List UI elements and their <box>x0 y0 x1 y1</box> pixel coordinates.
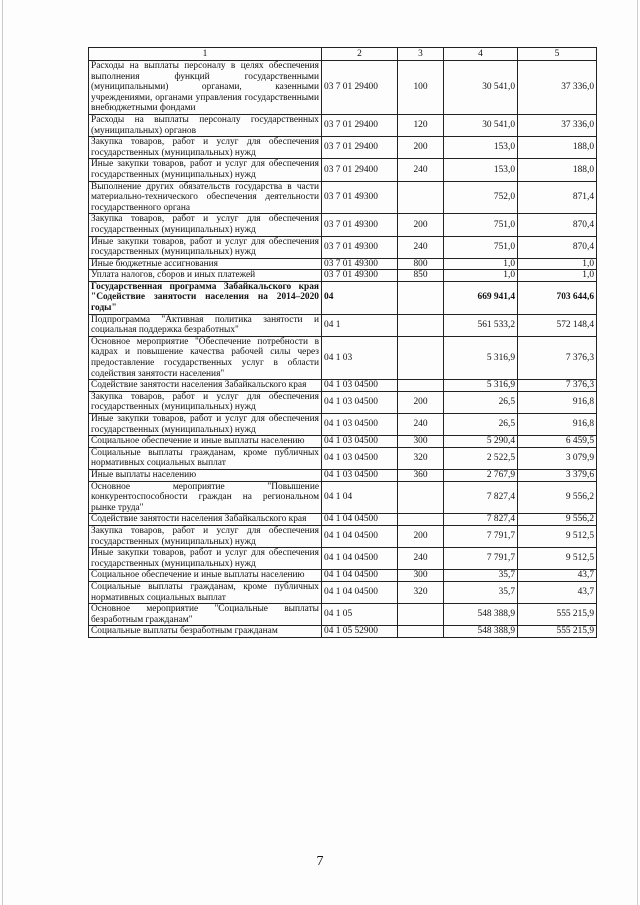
row-amount-2019-cell: 669 941,4 <box>444 281 518 314</box>
row-amount-2019-cell: 2 767,9 <box>444 469 518 481</box>
row-code-cell: 03 7 01 49300 <box>322 236 398 258</box>
row-code-cell: 04 1 03 <box>322 336 398 379</box>
row-amount-2020-cell: 9 556,2 <box>518 481 597 514</box>
row-amount-2020-cell: 43,7 <box>518 581 597 603</box>
row-expense-type-cell: 240 <box>398 414 444 436</box>
table-row <box>89 604 597 626</box>
budget-table <box>88 47 597 638</box>
row-name-cell: Основное мероприятие "Повышение конкурентоспособности граждан на региональном рынке труда" <box>89 481 322 514</box>
row-amount-2020-cell: 188,0 <box>518 137 597 159</box>
row-amount-2019-cell: 1,0 <box>444 258 518 270</box>
row-amount-2019-cell: 548 388,9 <box>444 626 518 638</box>
table-row <box>89 236 597 258</box>
table-row <box>89 137 597 159</box>
row-amount-2020-cell: 3 379,6 <box>518 469 597 481</box>
row-code-cell: 04 1 03 04500 <box>322 469 398 481</box>
row-amount-2019-cell: 30 541,0 <box>444 61 518 115</box>
row-expense-type-cell <box>398 481 444 514</box>
table-row <box>89 626 597 638</box>
row-amount-2019-cell: 548 388,9 <box>444 604 518 626</box>
table-row <box>89 380 597 392</box>
table-row <box>89 447 597 469</box>
row-name-cell: Иные закупки товаров, работ и услуг для обеспечения государственных (муниципальных) нужд <box>89 414 322 436</box>
row-amount-2020-cell: 1,0 <box>518 258 597 270</box>
row-amount-2019-cell: 26,5 <box>444 391 518 413</box>
row-code-cell: 03 7 01 49300 <box>322 181 398 214</box>
table-row <box>89 469 597 481</box>
row-code-cell: 03 7 01 29400 <box>322 159 398 181</box>
row-code-cell: 04 1 03 04500 <box>322 414 398 436</box>
row-code-cell: 03 7 01 29400 <box>322 61 398 115</box>
row-name-cell: Социальное обеспечение и иные выплаты населению <box>89 570 322 582</box>
row-name-cell: Уплата налогов, сборов и иных платежей <box>89 270 322 282</box>
table-row <box>89 214 597 236</box>
row-expense-type-cell <box>398 336 444 379</box>
scan-edge-right <box>637 0 638 905</box>
row-expense-type-cell <box>398 281 444 314</box>
table-row <box>89 181 597 214</box>
row-expense-type-cell <box>398 626 444 638</box>
row-amount-2019-cell: 2 522,5 <box>444 447 518 469</box>
table-row <box>89 514 597 526</box>
row-amount-2020-cell: 9 512,5 <box>518 525 597 547</box>
row-name-cell: Основное мероприятие "Обеспечение потребности в кадрах и повышение качества рабочей силы через предоставление государственных услуг в области содействия занятости населения" <box>89 336 322 379</box>
row-name-cell: Иные закупки товаров, работ и услуг для обеспечения государственных (муниципальных) нужд <box>89 548 322 570</box>
row-amount-2019-cell: 751,0 <box>444 236 518 258</box>
row-amount-2019-cell: 153,0 <box>444 137 518 159</box>
row-code-cell: 04 1 03 04500 <box>322 436 398 448</box>
table-row <box>89 414 597 436</box>
row-name-cell: Содействие занятости населения Забайкальского края <box>89 514 322 526</box>
row-amount-2020-cell: 37 336,0 <box>518 114 597 136</box>
row-name-cell: Содействие занятости населения Забайкальского края <box>89 380 322 392</box>
table-row <box>89 270 597 282</box>
row-code-cell: 04 <box>322 281 398 314</box>
row-expense-type-cell: 200 <box>398 391 444 413</box>
table-row <box>89 314 597 336</box>
row-amount-2020-cell: 870,4 <box>518 236 597 258</box>
row-amount-2020-cell: 870,4 <box>518 214 597 236</box>
row-amount-2019-cell: 561 533,2 <box>444 314 518 336</box>
row-name-cell: Выполнение других обязательств государства в части материально-технического обеспечения деятельности государственного органа <box>89 181 322 214</box>
table-row <box>89 481 597 514</box>
row-expense-type-cell: 200 <box>398 214 444 236</box>
table-row <box>89 570 597 582</box>
row-expense-type-cell: 240 <box>398 236 444 258</box>
row-expense-type-cell <box>398 604 444 626</box>
column-number-1: 1 <box>89 48 322 61</box>
row-code-cell: 04 1 <box>322 314 398 336</box>
row-name-cell: Социальное обеспечение и иные выплаты населению <box>89 436 322 448</box>
row-expense-type-cell <box>398 514 444 526</box>
row-amount-2020-cell: 9 556,2 <box>518 514 597 526</box>
row-expense-type-cell <box>398 314 444 336</box>
row-amount-2020-cell: 916,8 <box>518 414 597 436</box>
row-expense-type-cell <box>398 181 444 214</box>
row-amount-2019-cell: 35,7 <box>444 581 518 603</box>
page-number: 7 <box>316 854 324 869</box>
row-amount-2019-cell: 35,7 <box>444 570 518 582</box>
row-amount-2019-cell: 7 827,4 <box>444 481 518 514</box>
row-amount-2019-cell: 7 791,7 <box>444 525 518 547</box>
row-amount-2019-cell: 5 316,9 <box>444 380 518 392</box>
row-amount-2020-cell: 703 644,6 <box>518 281 597 314</box>
row-expense-type-cell: 240 <box>398 548 444 570</box>
row-code-cell: 04 1 04 04500 <box>322 548 398 570</box>
table-row <box>89 548 597 570</box>
row-amount-2020-cell: 555 215,9 <box>518 626 597 638</box>
row-amount-2019-cell: 7 791,7 <box>444 548 518 570</box>
row-amount-2020-cell: 555 215,9 <box>518 604 597 626</box>
row-expense-type-cell: 200 <box>398 525 444 547</box>
row-expense-type-cell: 100 <box>398 61 444 115</box>
row-expense-type-cell: 320 <box>398 581 444 603</box>
table-row <box>89 61 597 115</box>
row-amount-2019-cell: 26,5 <box>444 414 518 436</box>
row-code-cell: 04 1 05 52900 <box>322 626 398 638</box>
row-code-cell: 03 7 01 49300 <box>322 214 398 236</box>
row-amount-2020-cell: 572 148,4 <box>518 314 597 336</box>
row-code-cell: 04 1 04 04500 <box>322 581 398 603</box>
row-name-cell: Закупка товаров, работ и услуг для обеспечения государственных (муниципальных) нужд <box>89 137 322 159</box>
row-amount-2020-cell: 9 512,5 <box>518 548 597 570</box>
row-name-cell: Расходы на выплаты персоналу государственных (муниципальных) органов <box>89 114 322 136</box>
row-name-cell: Закупка товаров, работ и услуг для обеспечения государственных (муниципальных) нужд <box>89 214 322 236</box>
row-amount-2020-cell: 916,8 <box>518 391 597 413</box>
row-amount-2020-cell: 1,0 <box>518 270 597 282</box>
table-row <box>89 159 597 181</box>
row-expense-type-cell: 300 <box>398 570 444 582</box>
row-amount-2020-cell: 6 459,5 <box>518 436 597 448</box>
row-name-cell: Иные закупки товаров, работ и услуг для обеспечения государственных (муниципальных) нужд <box>89 236 322 258</box>
row-expense-type-cell: 850 <box>398 270 444 282</box>
table-row <box>89 436 597 448</box>
row-code-cell: 04 1 04 04500 <box>322 570 398 582</box>
row-name-cell: Социальные выплаты гражданам, кроме публичных нормативных социальных выплат <box>89 581 322 603</box>
row-name-cell: Государственная программа Забайкальского края "Содействие занятости населения на 2014–2020 годы" <box>89 281 322 314</box>
column-number-2: 2 <box>322 48 398 61</box>
row-name-cell: Иные выплаты населению <box>89 469 322 481</box>
column-number-3: 3 <box>398 48 444 61</box>
row-amount-2019-cell: 7 827,4 <box>444 514 518 526</box>
row-code-cell: 03 7 01 49300 <box>322 258 398 270</box>
column-number-4: 4 <box>444 48 518 61</box>
scan-edge-left <box>2 0 3 905</box>
row-code-cell: 04 1 04 04500 <box>322 525 398 547</box>
row-code-cell: 04 1 05 <box>322 604 398 626</box>
row-name-cell: Социальные выплаты гражданам, кроме публичных нормативных социальных выплат <box>89 447 322 469</box>
row-code-cell: 04 1 04 <box>322 481 398 514</box>
row-expense-type-cell: 120 <box>398 114 444 136</box>
table-row <box>89 281 597 314</box>
row-name-cell: Закупка товаров, работ и услуг для обеспечения государственных (муниципальных) нужд <box>89 525 322 547</box>
column-number-5: 5 <box>518 48 597 61</box>
row-name-cell: Социальные выплаты безработным гражданам <box>89 626 322 638</box>
row-amount-2019-cell: 1,0 <box>444 270 518 282</box>
row-amount-2020-cell: 37 336,0 <box>518 61 597 115</box>
row-name-cell: Иные закупки товаров, работ и услуг для обеспечения государственных (муниципальных) нужд <box>89 159 322 181</box>
row-amount-2020-cell: 871,4 <box>518 181 597 214</box>
row-code-cell: 03 7 01 49300 <box>322 270 398 282</box>
row-amount-2019-cell: 5 290,4 <box>444 436 518 448</box>
row-code-cell: 03 7 01 29400 <box>322 137 398 159</box>
row-expense-type-cell: 300 <box>398 436 444 448</box>
table-row <box>89 525 597 547</box>
table-header-row <box>89 48 597 61</box>
row-code-cell: 04 1 03 04500 <box>322 380 398 392</box>
row-name-cell: Иные бюджетные ассигнования <box>89 258 322 270</box>
row-expense-type-cell <box>398 380 444 392</box>
row-amount-2020-cell: 188,0 <box>518 159 597 181</box>
row-amount-2020-cell: 7 376,3 <box>518 336 597 379</box>
row-amount-2019-cell: 5 316,9 <box>444 336 518 379</box>
row-expense-type-cell: 200 <box>398 137 444 159</box>
row-code-cell: 04 1 04 04500 <box>322 514 398 526</box>
row-expense-type-cell: 320 <box>398 447 444 469</box>
row-amount-2020-cell: 3 079,9 <box>518 447 597 469</box>
row-code-cell: 03 7 01 29400 <box>322 114 398 136</box>
row-expense-type-cell: 360 <box>398 469 444 481</box>
table-row <box>89 581 597 603</box>
row-name-cell: Основное мероприятие "Социальные выплаты безработным гражданам" <box>89 604 322 626</box>
table-row <box>89 114 597 136</box>
row-amount-2019-cell: 751,0 <box>444 214 518 236</box>
row-amount-2019-cell: 752,0 <box>444 181 518 214</box>
row-amount-2020-cell: 7 376,3 <box>518 380 597 392</box>
row-amount-2020-cell: 43,7 <box>518 570 597 582</box>
row-amount-2019-cell: 153,0 <box>444 159 518 181</box>
row-name-cell: Подпрограмма "Активная политика занятости и социальная поддержка безработных" <box>89 314 322 336</box>
table-row <box>89 258 597 270</box>
row-expense-type-cell: 800 <box>398 258 444 270</box>
row-name-cell: Закупка товаров, работ и услуг для обеспечения государственных (муниципальных) нужд <box>89 391 322 413</box>
row-code-cell: 04 1 03 04500 <box>322 391 398 413</box>
table-row <box>89 336 597 379</box>
row-amount-2019-cell: 30 541,0 <box>444 114 518 136</box>
row-expense-type-cell: 240 <box>398 159 444 181</box>
row-code-cell: 04 1 03 04500 <box>322 447 398 469</box>
table-row <box>89 391 597 413</box>
row-name-cell: Расходы на выплаты персоналу в целях обеспечения выполнения функций государственными (муниципальными) органами, казенными учреждениями, органами управления государственными внебюджетными фондами <box>89 61 322 115</box>
